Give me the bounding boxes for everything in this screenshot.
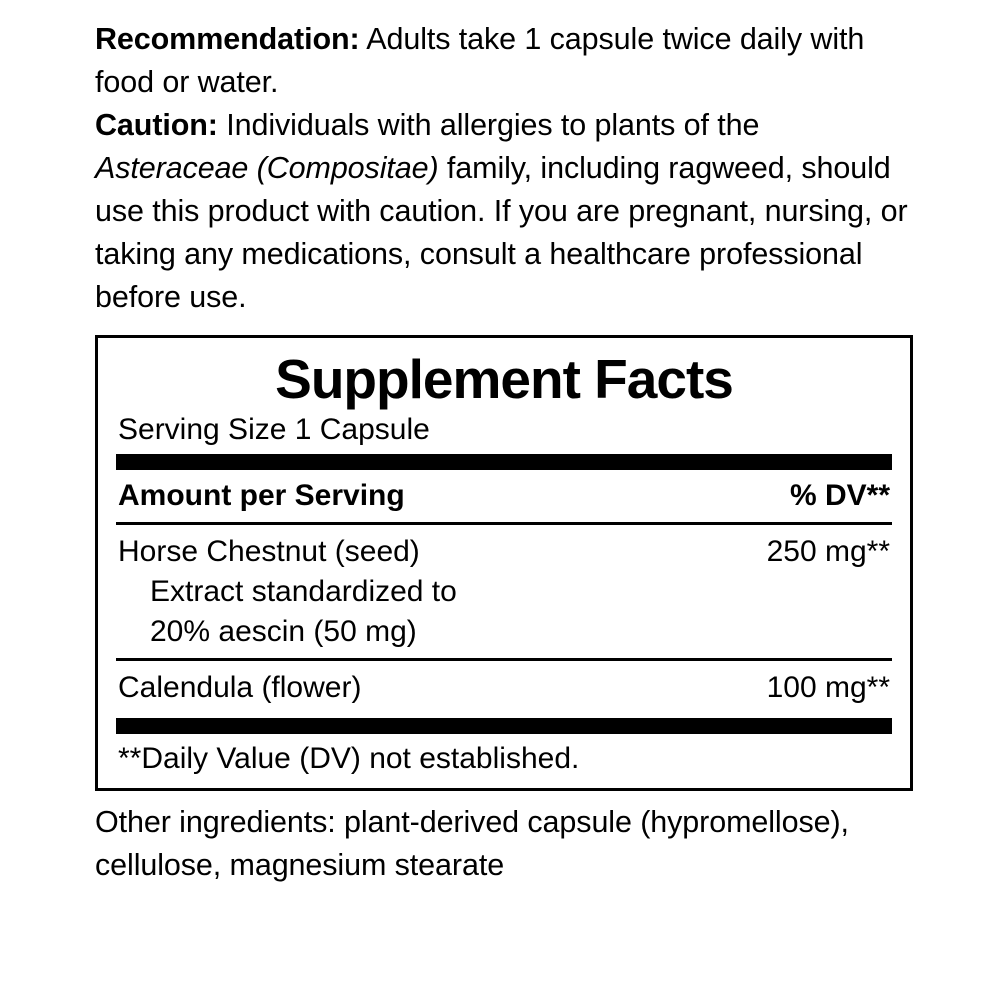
amount-per-serving-header-row [116, 470, 892, 522]
divider-thick-top [116, 454, 892, 470]
nutrient-name: Calendula (flower) [118, 671, 362, 704]
daily-value-header-label: % DV** [789, 479, 890, 512]
caution-text-after: family, including ragweed, should use this product with caution. If you are pregnant, nursing, or taking any medications, consult a healthcare professional before use. [95, 151, 908, 314]
nutrient-name-block [118, 532, 751, 652]
caution-botanical-family: Asteraceae (Compositae) [95, 151, 439, 185]
nutrient-amount: 100 mg** [766, 671, 890, 704]
recommendation-label: Recommendation: [95, 22, 360, 56]
caution-label: Caution: [95, 108, 218, 142]
daily-value-footnote: **Daily Value (DV) not established. [118, 742, 580, 775]
supplement-facts-title: Supplement Facts [275, 348, 733, 410]
intro-text-block [95, 18, 910, 319]
nutrient-amount: 250 mg** [766, 535, 890, 568]
caution-paragraph [95, 104, 910, 319]
nutrient-detail-line-2: 20% aescin (50 mg) [150, 615, 417, 648]
other-ingredients-block [95, 801, 910, 887]
recommendation-text: Adults take 1 capsule twice daily with food or water. [95, 22, 865, 99]
nutrient-name-block [118, 668, 751, 708]
table-row [116, 661, 892, 714]
amount-per-serving-label: Amount per Serving [118, 479, 405, 512]
nutrient-name: Horse Chestnut (seed) [118, 535, 420, 568]
supplement-facts-panel [95, 335, 913, 791]
divider-thick-bottom [116, 718, 892, 734]
other-ingredients-text: Other ingredients: plant-derived capsule (hypromellose), cellulose, magnesium stearate [95, 805, 849, 882]
caution-text-before: Individuals with allergies to plants of the [217, 108, 760, 142]
table-row [116, 525, 892, 658]
nutrient-detail-line-1: Extract standardized to [150, 575, 457, 608]
recommendation-paragraph [95, 18, 910, 104]
serving-size: Serving Size 1 Capsule [118, 413, 430, 446]
